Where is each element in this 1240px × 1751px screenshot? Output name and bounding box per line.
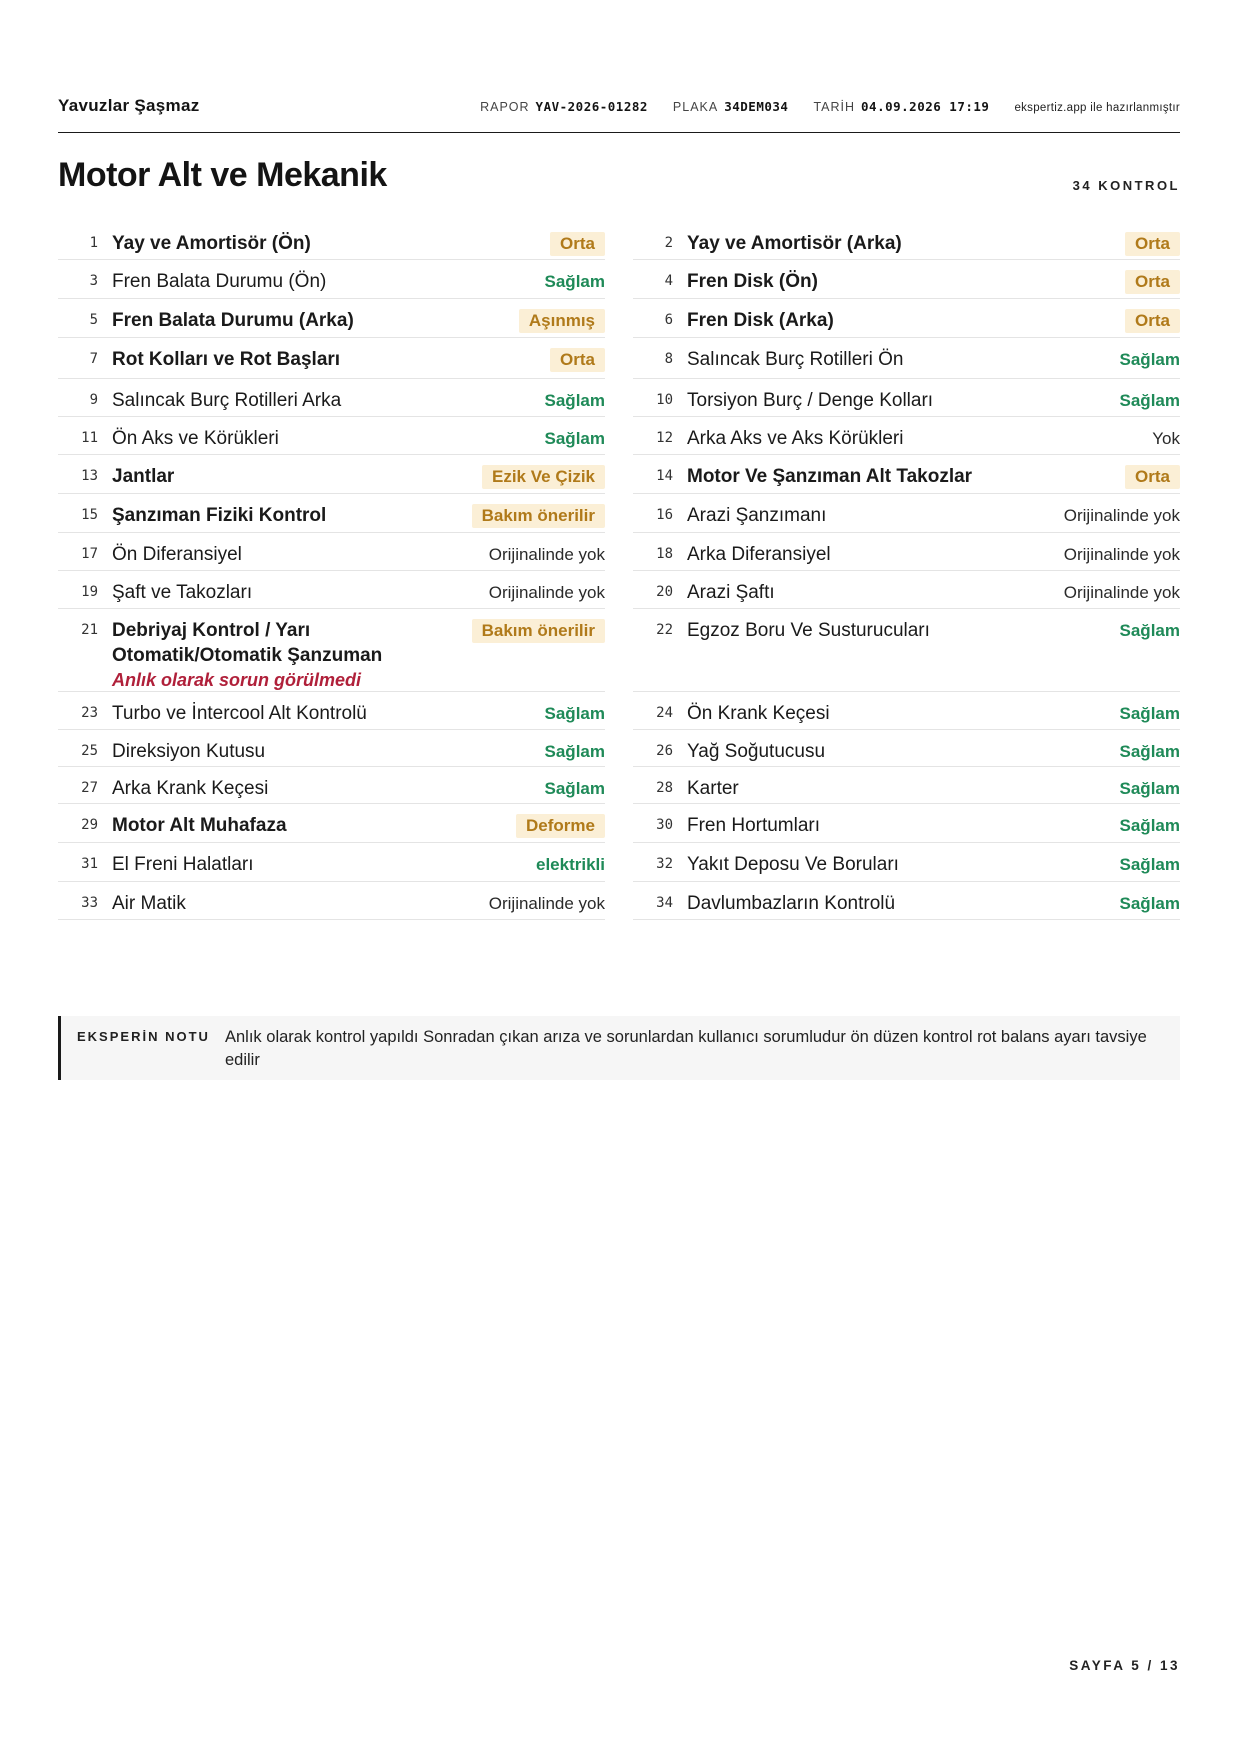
item-name: Fren Disk (Ön) [687,271,818,292]
inspection-item [58,299,605,338]
status-text: Sağlam [1119,742,1180,761]
expert-note-label: EKSPERİN NOTU [77,1029,210,1044]
item-text [112,388,545,413]
status-text: Sağlam [1119,704,1180,723]
item-number: 4 [664,273,673,289]
inspection-item [58,379,605,417]
status-text: Orijinalinde yok [1063,545,1180,564]
item-number: 22 [656,622,673,638]
item-text [112,542,489,567]
inspection-item [633,222,1180,260]
section-title: Motor Alt ve Mekanik [58,156,387,194]
page-number: SAYFA 5 / 13 [1069,1658,1180,1673]
item-name: Jantlar [112,466,175,487]
inspection-item [633,455,1180,494]
item-number: 26 [656,743,673,759]
inspection-row [58,843,1180,882]
inspection-item [633,260,1180,299]
item-name: Arazi Şanzımanı [687,505,827,526]
status-text: Orijinalinde yok [488,545,605,564]
item-number: 11 [81,430,98,446]
item-text [687,231,1125,256]
item-text [687,852,1120,877]
status-badge: Orta [1125,309,1180,333]
item-text [687,701,1120,726]
status-text: Sağlam [1119,391,1180,410]
item-number: 12 [656,430,673,446]
status-text: Orijinalinde yok [1063,583,1180,602]
status-text: Sağlam [544,429,605,448]
item-number: 23 [81,705,98,721]
item-text [112,739,545,764]
item-name: Yakıt Deposu Ve Boruları [687,854,899,875]
item-name: Arka Aks ve Aks Körükleri [687,428,904,449]
item-name: Salıncak Burç Rotilleri Arka [112,390,342,411]
inspection-row [58,767,1180,804]
status-text: Yok [1152,429,1180,448]
inspection-item [58,455,605,494]
inspection-item [58,882,605,920]
item-name: Şaft ve Takozları [112,582,253,603]
status-badge: Orta [550,232,605,256]
inspection-row [58,260,1180,299]
item-name: Egzoz Boru Ve Susturucuları [687,620,930,641]
inspection-item [633,494,1180,533]
item-text [687,580,1064,605]
status-text: Sağlam [544,779,605,798]
item-name: Arazi Şaftı [687,582,775,603]
inspection-item [633,767,1180,804]
item-number: 14 [656,468,673,484]
status-badge: Orta [1125,465,1180,489]
inspection-row [58,533,1180,571]
item-number: 31 [81,856,98,872]
inspection-row [58,609,1180,692]
status-text: Orijinalinde yok [1063,506,1180,525]
item-number: 8 [664,351,673,367]
status-text: elektrikli [536,855,605,874]
item-name: Şanzıman Fiziki Kontrol [112,505,327,526]
expert-note-text: Anlık olarak kontrol yapıldı Sonradan çıkan arıza ve sorunlardan kullanıcı sorumludur ön düzen kontrol rot balans ayarı tavsiye edilir [225,1028,1147,1069]
status-text: Sağlam [1119,894,1180,913]
item-number: 17 [81,546,98,562]
item-text [687,426,1152,451]
item-number: 9 [89,392,98,408]
item-text [112,464,482,489]
inspection-item [633,609,1180,692]
item-text [687,618,1120,643]
item-number: 29 [81,817,98,833]
item-number: 7 [89,351,98,367]
item-name: Ön Diferansiyel [112,544,242,565]
inspection-row [58,882,1180,920]
item-number: 16 [656,507,673,523]
item-text [687,388,1120,413]
item-text [112,231,550,256]
item-text [112,618,472,693]
inspection-item [58,533,605,571]
item-text [112,580,489,605]
item-name: Motor Ve Şanzıman Alt Takozlar [687,466,973,487]
item-text [112,813,516,838]
inspection-grid [58,222,1180,920]
date-label: TARİH [813,100,856,114]
inspection-item [633,571,1180,609]
item-number: 19 [81,584,98,600]
status-text: Sağlam [1119,816,1180,835]
company-name: Yavuzlar Şaşmaz [58,96,200,115]
inspection-item [58,222,605,260]
inspection-item [58,571,605,609]
item-number: 18 [656,546,673,562]
report-meta [480,99,1180,114]
status-text: Sağlam [544,272,605,291]
inspection-item [633,379,1180,417]
status-text: Sağlam [544,704,605,723]
inspection-item [633,882,1180,920]
item-text [112,426,545,451]
item-note: Anlık olarak sorun görülmedi [112,670,362,690]
item-number: 20 [656,584,673,600]
status-badge: Orta [1125,270,1180,294]
item-number: 6 [664,312,673,328]
item-text [112,269,545,294]
status-badge: Deforme [516,814,605,838]
item-text [112,891,489,916]
inspection-row [58,494,1180,533]
report-number: YAV-2026-01282 [535,99,648,114]
item-number: 15 [81,507,98,523]
inspection-item [633,730,1180,767]
item-number: 33 [81,895,98,911]
generated-by: ekspertiz.app ile hazırlanmıştır [1014,102,1180,114]
inspection-row [58,222,1180,260]
inspection-item [633,338,1180,379]
item-name: Turbo ve İntercool Alt Kontrolü [112,703,367,724]
inspection-item [58,804,605,843]
status-badge: Bakım önerilir [472,619,605,643]
item-name: Salıncak Burç Rotilleri Ön [687,349,904,370]
inspection-item [633,804,1180,843]
item-name: Yay ve Amortisör (Ön) [112,233,311,254]
item-number: 21 [81,622,98,638]
inspection-row [58,692,1180,730]
status-badge: Orta [1125,232,1180,256]
item-name: Air Matik [112,893,186,914]
item-name: Fren Disk (Arka) [687,310,834,331]
item-name: Direksiyon Kutusu [112,741,266,762]
item-number: 2 [664,235,673,251]
item-name: Yay ve Amortisör (Arka) [687,233,902,254]
status-text: Sağlam [544,742,605,761]
item-text [687,776,1120,801]
status-badge: Orta [550,348,605,372]
status-text: Sağlam [1119,350,1180,369]
item-number: 34 [656,895,673,911]
expert-note [58,1016,1180,1080]
inspection-row [58,571,1180,609]
item-name: Debriyaj Kontrol / Yarı Otomatik/Otomatik Şanzuman [112,620,383,666]
plate-number: 34DEM034 [724,99,789,114]
item-text [687,813,1120,838]
inspection-row [58,338,1180,379]
item-text [687,739,1120,764]
item-name: Yağ Soğutucusu [687,741,826,762]
item-text [112,347,550,372]
item-number: 10 [656,392,673,408]
inspection-item [58,494,605,533]
item-text [687,464,1125,489]
item-name: Arka Krank Keçesi [112,778,269,799]
report-label: RAPOR [480,100,530,114]
item-name: El Freni Halatları [112,854,254,875]
inspection-item [58,843,605,882]
inspection-row [58,379,1180,417]
item-number: 1 [89,235,98,251]
inspection-item [58,767,605,804]
item-name: Motor Alt Muhafaza [112,815,287,836]
item-number: 32 [656,856,673,872]
item-number: 3 [89,273,98,289]
inspection-item [58,338,605,379]
report-date: 04.09.2026 17:19 [861,99,990,114]
item-number: 5 [89,312,98,328]
item-number: 25 [81,743,98,759]
item-name: Fren Hortumları [687,815,821,836]
item-number: 27 [81,780,98,796]
item-text [112,503,472,528]
item-number: 28 [656,780,673,796]
status-text: Orijinalinde yok [488,894,605,913]
item-text [112,308,519,333]
item-name: Karter [687,778,739,799]
item-name: Fren Balata Durumu (Arka) [112,310,354,331]
item-text [112,701,545,726]
inspection-item [633,417,1180,455]
item-name: Fren Balata Durumu (Ön) [112,271,327,292]
inspection-item [58,730,605,767]
item-number: 30 [656,817,673,833]
status-text: Sağlam [1119,855,1180,874]
report-header [58,92,1180,133]
inspection-item [58,260,605,299]
status-text: Sağlam [1119,779,1180,798]
item-text [687,308,1125,333]
inspection-item [633,299,1180,338]
item-number: 13 [81,468,98,484]
item-name: Ön Aks ve Körükleri [112,428,279,449]
inspection-row [58,299,1180,338]
item-text [112,776,545,801]
status-text: Sağlam [544,391,605,410]
item-name: Davlumbazların Kontrolü [687,893,896,914]
item-name: Torsiyon Burç / Denge Kolları [687,390,934,411]
item-name: Ön Krank Keçesi [687,703,830,724]
status-text: Sağlam [1119,621,1180,640]
item-text [112,852,536,877]
inspection-item [58,417,605,455]
item-text [687,269,1125,294]
inspection-row [58,730,1180,767]
inspection-item [58,692,605,730]
inspection-row [58,455,1180,494]
status-text: Orijinalinde yok [488,583,605,602]
item-text [687,347,1120,372]
status-badge: Bakım önerilir [472,504,605,528]
inspection-item [58,609,605,692]
inspection-item [633,692,1180,730]
inspection-item [633,843,1180,882]
status-badge: Aşınmış [519,309,605,333]
plate-label: PLAKA [672,100,719,114]
item-name: Rot Kolları ve Rot Başları [112,349,341,370]
report-page [58,0,1180,1751]
item-name: Arka Diferansiyel [687,544,831,565]
item-text [687,503,1064,528]
inspection-item [633,533,1180,571]
inspection-row [58,804,1180,843]
item-text [687,891,1120,916]
item-number: 24 [656,705,673,721]
status-badge: Ezik Ve Çizik [482,465,605,489]
item-text [687,542,1064,567]
control-count: 34 KONTROL [1072,178,1180,193]
inspection-row [58,417,1180,455]
